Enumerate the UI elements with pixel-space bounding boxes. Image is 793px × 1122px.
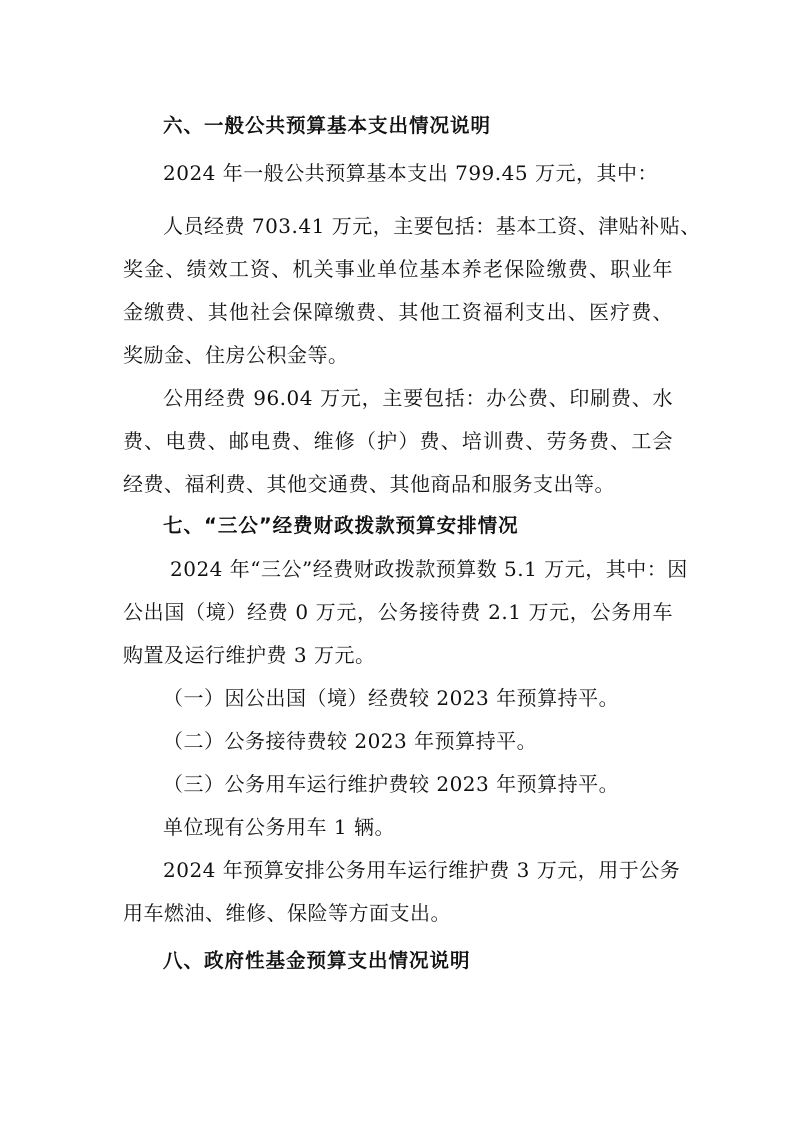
three-public-summary-line-3: 购置及运行维护费 3 万元。 — [123, 643, 376, 667]
vehicle-count: 单位现有公务用车 1 辆。 — [163, 815, 395, 839]
item-1-overseas-funds: （一）因公出国（境）经费较 2023 年预算持平。 — [163, 686, 620, 710]
section-8-heading: 八、政府性基金预算支出情况说明 — [163, 949, 471, 972]
public-funds-line-2: 费、电费、邮电费、维修（护）费、培训费、劳务费、工会 — [123, 429, 673, 453]
item-3-vehicle-funds: （三）公务用车运行维护费较 2023 年预算持平。 — [163, 772, 620, 796]
public-funds-line-3: 经费、福利费、其他交通费、其他商品和服务支出等。 — [123, 472, 615, 496]
personnel-funds-line-1: 人员经费 703.41 万元，主要包括：基本工资、津贴补贴、 — [163, 214, 701, 238]
public-funds-line-1: 公用经费 96.04 万元，主要包括：办公费、印刷费、水 — [163, 386, 673, 410]
vehicle-budget-line-2: 用车燃油、维修、保险等方面支出。 — [123, 901, 451, 925]
personnel-funds-line-3: 金缴费、其他社会保障缴费、其他工资福利支出、医疗费、 — [123, 300, 673, 324]
vehicle-budget-line-1: 2024 年预算安排公务用车运行维护费 3 万元，用于公务 — [163, 858, 681, 882]
section-6-intro: 2024 年一般公共预算基本支出 799.45 万元，其中： — [163, 161, 658, 185]
section-7-heading: 七、“三公”经费财政拨款预算安排情况 — [163, 514, 519, 537]
three-public-summary-line-1: 2024 年“三公”经费财政拨款预算数 5.1 万元，其中：因 — [170, 557, 688, 581]
personnel-funds-line-2: 奖金、绩效工资、机关事业单位基本养老保险缴费、职业年 — [123, 257, 673, 281]
section-6-heading: 六、一般公共预算基本支出情况说明 — [163, 114, 492, 137]
item-2-reception-funds: （二）公务接待费较 2023 年预算持平。 — [163, 729, 538, 753]
three-public-summary-line-2: 公出国（境）经费 0 万元，公务接待费 2.1 万元，公务用车 — [123, 600, 673, 624]
personnel-funds-line-4: 奖励金、住房公积金等。 — [123, 343, 349, 367]
